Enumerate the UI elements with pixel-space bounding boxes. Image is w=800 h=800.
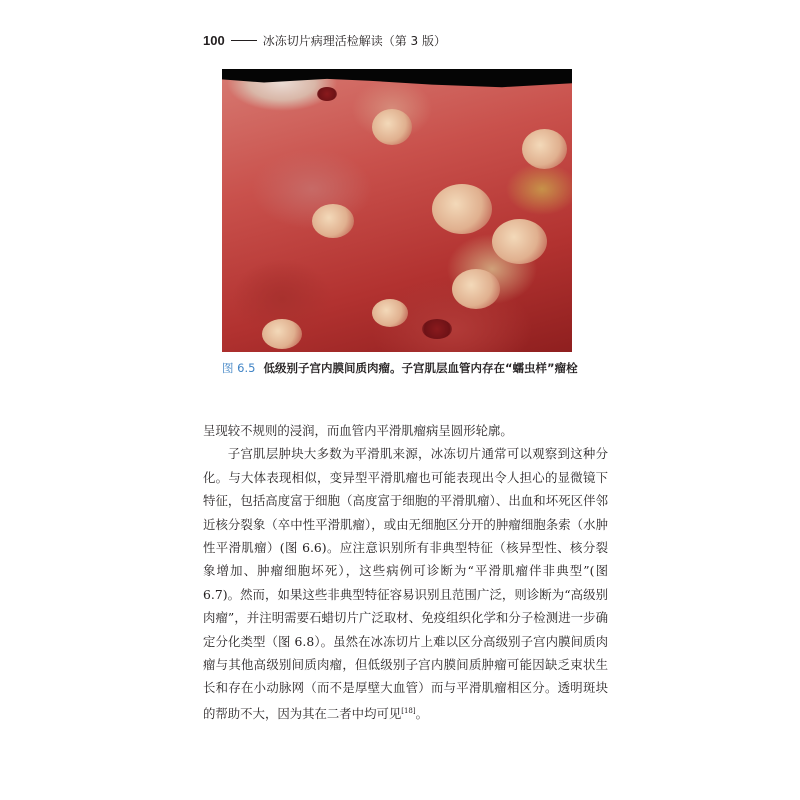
header-dash — [231, 40, 257, 41]
citation-ref: [18] — [401, 706, 416, 715]
tumor-nodule — [262, 319, 302, 349]
tumor-nodule — [522, 129, 567, 169]
paragraph-end: 。 — [415, 706, 429, 721]
tumor-nodule — [432, 184, 492, 234]
figure-caption-text: 低级别子宫内膜间质肉瘤。子宫肌层血管内存在“蠕虫样”瘤栓 — [263, 361, 578, 375]
running-header — [203, 32, 446, 48]
figure-caption — [222, 359, 582, 378]
photo-background — [222, 69, 572, 95]
paragraph-continued: 呈现较不规则的浸润，而血管内平滑肌瘤病呈圆形轮廓。 — [203, 423, 513, 438]
vessel-lumen — [422, 319, 452, 339]
gross-specimen-photo — [222, 69, 572, 352]
tumor-nodule — [452, 269, 500, 309]
tumor-nodule — [372, 299, 408, 327]
running-title: 冰冻切片病理活检解读（第 3 版） — [262, 33, 446, 48]
paragraph — [203, 442, 608, 725]
tumor-nodule — [372, 109, 412, 145]
body-text — [203, 419, 608, 725]
vessel-lumen — [317, 87, 337, 101]
figure-label: 图 6.5 — [222, 361, 256, 375]
paragraph-text: 子宫肌层肿块大多数为平滑肌来源，冰冻切片通常可以观察到这种分化。与大体表现相似，变异型平滑肌瘤也可能表现出令人担心的显微镜下特征，包括高度富于细胞（高度富于细胞的平滑肌瘤）、出血和坏死区伴邻近核分裂象（卒中性平滑肌瘤），或由无细胞区分开的肿瘤细胞条索（水肿性平滑肌瘤）(图 6.6)。应注意识别所有非典型特征（核异型性、核分裂象增加、肿瘤细胞坏死），这些病例可诊断为“平滑肌瘤伴非典型”(图 6.7)。然而，如果这些非典型特征容易识别且范围广泛，则诊断为“高级别肉瘤”，并注明需要石蜡切片广泛取材、免疫组织化学和分子检测进一步确定分化类型（图 6.8）。虽然在冰冻切片上难以区分高级别子宫内膜间质肉瘤与其他高级别间质肉瘤，但低级别子宫内膜间质肿瘤可能因缺乏束状生长和存在小动脉网（而不是厚壁大血管）而与平滑肌瘤相区分。透明斑块的帮助不大，因为其在二者中均可见 — [203, 446, 608, 721]
page-number: 100 — [203, 32, 225, 48]
tumor-nodule — [492, 219, 547, 264]
tumor-nodule — [312, 204, 354, 238]
